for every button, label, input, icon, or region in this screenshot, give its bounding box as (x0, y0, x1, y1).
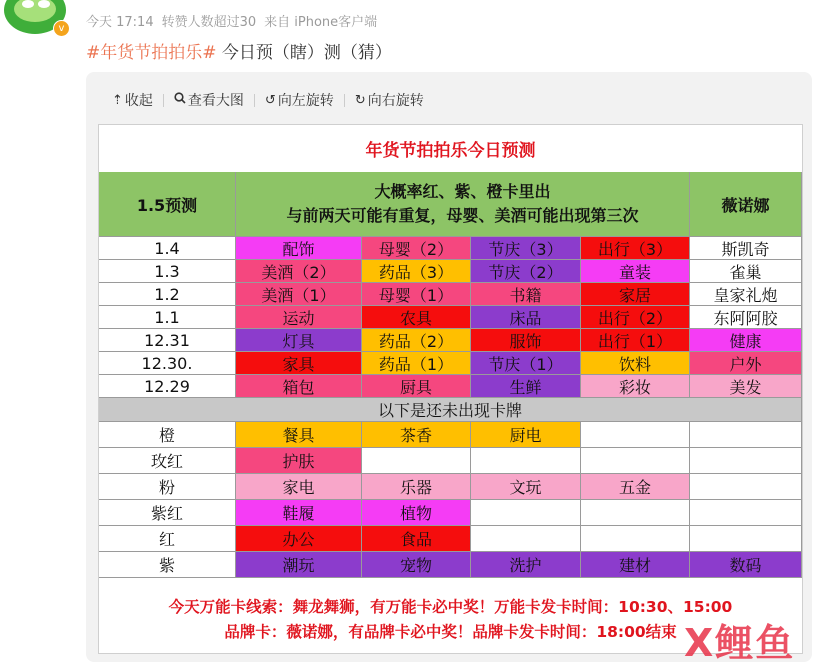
card-cell: 节庆（1） (471, 352, 581, 375)
card-cell: 厨具 (362, 375, 471, 398)
unseen-card-cell: 厨电 (471, 422, 581, 448)
rotate-left-label: 向左旋转 (277, 93, 334, 109)
collapse-label: 收起 (124, 93, 153, 109)
unseen-card-cell: 护肤 (236, 448, 362, 474)
collapse-button[interactable] (112, 90, 153, 110)
post-body: 今日预（瞎）测（猜） (216, 43, 392, 63)
row-date: 1.3 (99, 260, 236, 283)
post-source: 来自 iPhone客户端 (264, 15, 378, 30)
post-meta (86, 11, 385, 30)
table-title: 年货节拍拍乐今日预测 (99, 125, 802, 173)
brand-cell: 皇家礼炮 (690, 283, 802, 306)
unseen-card-cell: 鞋履 (236, 500, 362, 526)
card-cell: 服饰 (471, 329, 581, 352)
card-cell: 药品（3） (362, 260, 471, 283)
card-cell: 家具 (236, 352, 362, 375)
unseen-card-cell (581, 448, 690, 474)
unseen-card-cell (690, 422, 802, 448)
search-icon (174, 92, 186, 108)
view-large-label: 查看大图 (187, 93, 244, 109)
color-label: 紫 (99, 552, 236, 578)
unseen-card-cell: 洗护 (471, 552, 581, 578)
color-label: 紫红 (99, 500, 236, 526)
unseen-card-cell: 植物 (362, 500, 471, 526)
header-note (236, 172, 690, 237)
color-label: 红 (99, 526, 236, 552)
card-cell: 出行（1） (581, 329, 690, 352)
header-brand: 薇诺娜 (690, 172, 802, 237)
card-cell: 家居 (581, 283, 690, 306)
color-label: 玫红 (99, 448, 236, 474)
card-cell: 出行（3） (581, 237, 690, 260)
card-cell: 生鲜 (471, 375, 581, 398)
unseen-card-cell (690, 474, 802, 500)
row-date: 12.29 (99, 375, 236, 398)
card-cell: 彩妆 (581, 375, 690, 398)
unseen-card-cell (581, 500, 690, 526)
post-reposts: 转赞人数超过30 (161, 15, 257, 30)
card-cell: 节庆（2） (471, 260, 581, 283)
post-image[interactable] (98, 124, 803, 654)
header-note-line-1: 大概率红、紫、橙卡里出 (374, 182, 551, 201)
unseen-subheader: 以下是还未出现卡牌 (99, 398, 802, 422)
rotate-right-icon: ↻ (354, 92, 366, 108)
brand-cell: 户外 (690, 352, 802, 375)
card-cell: 农具 (362, 306, 471, 329)
brand-cell: 东阿阿胶 (690, 306, 802, 329)
row-date: 12.30. (99, 352, 236, 375)
avatar-eye-left (22, 0, 34, 8)
unseen-card-cell (690, 526, 802, 552)
unseen-card-cell: 数码 (690, 552, 802, 578)
card-cell: 床品 (471, 306, 581, 329)
unseen-card-cell: 文玩 (471, 474, 581, 500)
arrow-up-icon: ⇡ (112, 92, 123, 108)
toolbar-divider (344, 94, 345, 107)
verified-badge-icon: v (53, 20, 70, 37)
unseen-card-cell: 五金 (581, 474, 690, 500)
card-cell: 美酒（1） (236, 283, 362, 306)
rotate-left-icon: ↺ (264, 92, 276, 108)
unseen-card-cell (362, 448, 471, 474)
unseen-card-cell (581, 526, 690, 552)
post-time[interactable]: 今天 17:14 (86, 15, 154, 30)
card-cell: 美酒（2） (236, 260, 362, 283)
card-cell: 节庆（3） (471, 237, 581, 260)
view-large-button[interactable] (174, 90, 244, 110)
unseen-card-cell (581, 422, 690, 448)
row-date: 1.2 (99, 283, 236, 306)
card-cell: 药品（2） (362, 329, 471, 352)
unseen-card-cell: 乐器 (362, 474, 471, 500)
unseen-card-cell (471, 448, 581, 474)
card-cell: 运动 (236, 306, 362, 329)
rotate-right-label: 向右旋转 (367, 93, 424, 109)
footer-line-2: 品牌卡：薇诺娜，有品牌卡必中奖！品牌卡发卡时间：18:00结束 (224, 623, 677, 641)
row-date: 12.31 (99, 329, 236, 352)
hashtag-link[interactable]: #年货节拍拍乐# (86, 43, 217, 63)
toolbar-divider (163, 94, 164, 107)
card-cell: 母婴（1） (362, 283, 471, 306)
unseen-card-cell: 宠物 (362, 552, 471, 578)
row-date: 1.1 (99, 306, 236, 329)
unseen-card-cell (471, 526, 581, 552)
card-cell: 母婴（2） (362, 237, 471, 260)
card-cell: 配饰 (236, 237, 362, 260)
unseen-card-cell: 建材 (581, 552, 690, 578)
unseen-card-cell (690, 500, 802, 526)
card-cell: 饮料 (581, 352, 690, 375)
brand-cell: 雀巢 (690, 260, 802, 283)
unseen-card-cell: 办公 (236, 526, 362, 552)
brand-cell: 健康 (690, 329, 802, 352)
card-cell: 出行（2） (581, 306, 690, 329)
unseen-card-cell: 家电 (236, 474, 362, 500)
card-cell: 书籍 (471, 283, 581, 306)
card-cell: 灯具 (236, 329, 362, 352)
watermark-logo (684, 612, 795, 667)
header-date: 1.5预测 (99, 172, 236, 237)
color-label: 橙 (99, 422, 236, 448)
row-date: 1.4 (99, 237, 236, 260)
unseen-card-cell (690, 448, 802, 474)
post-text (86, 38, 392, 63)
card-cell: 药品（1） (362, 352, 471, 375)
card-cell: 箱包 (236, 375, 362, 398)
unseen-card-cell: 潮玩 (236, 552, 362, 578)
brand-cell: 美发 (690, 375, 802, 398)
footer-line-1: 今天万能卡线索：舞龙舞狮，有万能卡必中奖！万能卡发卡时间：10:30、15:00 (168, 598, 733, 616)
card-cell: 童装 (581, 260, 690, 283)
rotate-left-button[interactable] (265, 90, 334, 110)
unseen-card-cell: 食品 (362, 526, 471, 552)
image-toolbar (112, 90, 424, 110)
rotate-right-button[interactable] (355, 90, 424, 110)
unseen-card-cell: 餐具 (236, 422, 362, 448)
watermark-text: X鲤鱼 (684, 621, 796, 665)
color-label: 粉 (99, 474, 236, 500)
unseen-card-cell (471, 500, 581, 526)
avatar-eye-right (38, 0, 50, 8)
header-note-line-2: 与前两天可能有重复，母婴、美酒可能出现第三次 (286, 206, 639, 225)
brand-cell: 斯凯奇 (690, 237, 802, 260)
unseen-card-cell: 茶香 (362, 422, 471, 448)
toolbar-divider (254, 94, 255, 107)
